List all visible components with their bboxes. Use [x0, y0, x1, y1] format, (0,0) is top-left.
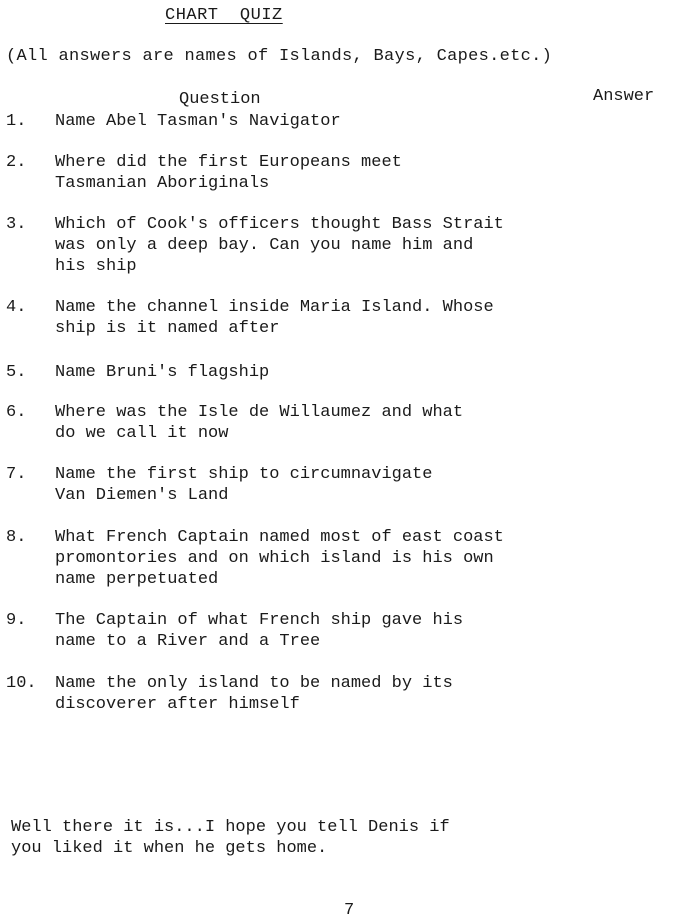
question-text: What French Captain named most of east coast promontories and on which island is his own name perpetuated — [55, 528, 504, 589]
question-number: 8. — [6, 528, 27, 547]
question-text: Where was the Isle de Willaumez and what do we call it now — [55, 403, 464, 443]
question-text: Name Bruni's flagship — [55, 363, 270, 382]
question-number: 9. — [6, 611, 27, 630]
column-header-answer: Answer — [593, 87, 655, 106]
page-title: CHART QUIZ — [165, 6, 283, 25]
closing-note: Well there it is...I hope you tell Denis if you liked it when he gets home. — [11, 818, 450, 858]
question-text: Name Abel Tasman's Navigator — [55, 112, 341, 131]
page-number: 7 — [344, 901, 355, 920]
question-text: Name the first ship to circumnavigate Van Diemen's Land — [55, 465, 433, 505]
question-number: 3. — [6, 215, 27, 234]
question-text: Name the only island to be named by its discoverer after himself — [55, 674, 453, 714]
question-number: 1. — [6, 112, 27, 131]
question-text: Where did the first Europeans meet Tasmanian Aboriginals — [55, 153, 402, 193]
question-number: 10. — [6, 674, 37, 693]
question-text: Name the channel inside Maria Island. Whose ship is it named after — [55, 298, 494, 338]
instructions: (All answers are names of Islands, Bays, Capes.etc.) — [6, 47, 553, 66]
question-number: 6. — [6, 403, 27, 422]
question-text: Which of Cook's officers thought Bass Strait was only a deep bay. Can you name him and his ship — [55, 215, 504, 276]
question-number: 5. — [6, 363, 27, 382]
question-number: 2. — [6, 153, 27, 172]
question-number: 7. — [6, 465, 27, 484]
column-header-question: Question — [179, 90, 261, 109]
question-text: The Captain of what French ship gave his name to a River and a Tree — [55, 611, 464, 651]
question-number: 4. — [6, 298, 27, 317]
